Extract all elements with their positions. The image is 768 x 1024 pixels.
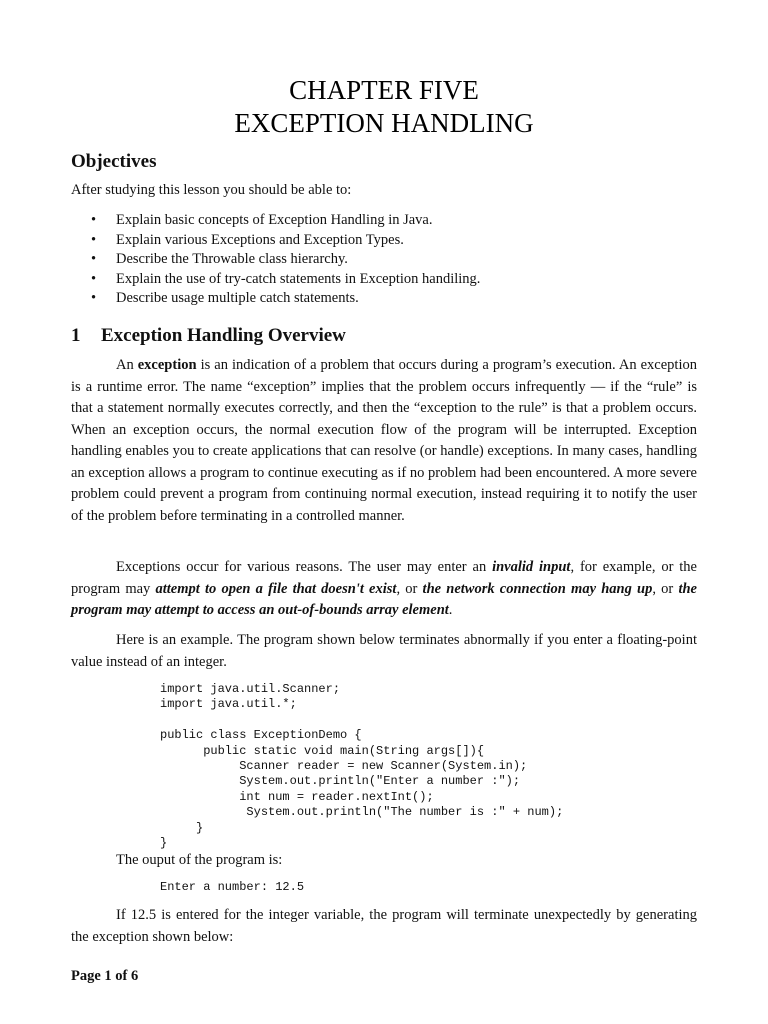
list-item — [71, 270, 480, 290]
list-item — [71, 289, 480, 309]
list-item — [71, 250, 480, 270]
code-line: public static void main(String args[]){ — [160, 743, 485, 758]
code-line: System.out.println("The number is :" + num); — [160, 805, 564, 820]
bullet-icon: • — [91, 290, 97, 306]
chapter-title — [0, 74, 768, 140]
code-block — [160, 682, 563, 851]
section-heading — [71, 325, 346, 347]
list-item-text: Explain various Exceptions and Exception Types. — [116, 231, 404, 248]
list-item-text: Describe usage multiple catch statements. — [116, 290, 359, 306]
list-item-text: Explain basic concepts of Exception Handling in Java. — [116, 212, 433, 228]
emphasis-out-of-bounds: the program may attempt to access an out-of-bounds array element — [71, 580, 697, 618]
paragraph-exception-result: If 12.5 is entered for the integer variable, the program will terminate unexpectedly by generating the exception shown below: — [71, 907, 697, 945]
output-label: The ouput of the program is: — [116, 852, 283, 868]
term-exception: exception — [137, 357, 197, 373]
section-title: Exception Handling Overview — [101, 325, 346, 346]
objectives-list — [71, 211, 480, 309]
bullet-icon: • — [91, 231, 97, 248]
emphasis-missing-file: attempt to open a file that doesn't exist — [155, 580, 397, 597]
code-line: } — [160, 836, 168, 851]
list-item — [71, 231, 480, 251]
objectives-heading: Objectives — [71, 151, 157, 172]
paragraph-exception-definition: An exception is an indication of a problem that occurs during a program’s execution. An exception is a runtime error. The name “exception” implies that the problem occurs infrequently — if the “rule” is that a statement normally executes correctly, and then the “exception to the rule” is that a problem occurs. When an exception occurs, the normal execution flow of the program will be interrupted. Exception handling enables you to create applications that can resolve (or handle) exceptions. In many cases, handling an exception allows a program to continue executing as if no problem had been encountered. A more severe problem could prevent a program from continuing normal execution, instead requiring it to notify the user of the problem before terminating in a controlled manner. — [71, 357, 697, 524]
list-item-text: Explain the use of try-catch statements in Exception handiling. — [116, 270, 481, 287]
code-line: int num = reader.nextInt(); — [160, 789, 434, 804]
code-line: System.out.println("Enter a number :"); — [160, 774, 521, 789]
code-line: public class ExceptionDemo { — [160, 728, 362, 743]
output-code: Enter a number: 12.5 — [160, 880, 305, 894]
list-item-text: Describe the Throwable class hierarchy. — [116, 251, 348, 267]
code-line — [160, 713, 563, 728]
list-item — [71, 211, 480, 231]
chapter-number: CHAPTER FIVE — [289, 75, 479, 105]
bullet-icon: • — [91, 212, 97, 228]
code-line: import java.util.*; — [160, 697, 297, 712]
paragraph-exception-reasons: Exceptions occur for various reasons. The user may enter an invalid input, for example, or the program may attempt to open a file that doesn't exist, or the network connection may hang up, or the program may attempt to access an out-of-bounds array element. — [71, 559, 697, 618]
bullet-icon: • — [91, 251, 97, 267]
section-number: 1 — [71, 325, 81, 346]
emphasis-invalid-input: invalid input — [492, 559, 571, 575]
code-line: import java.util.Scanner; — [160, 682, 341, 696]
emphasis-network-hang: the network connection may hang up — [422, 580, 653, 597]
code-line: Scanner reader = new Scanner(System.in); — [160, 759, 528, 774]
bullet-icon: • — [91, 270, 97, 287]
chapter-name: EXCEPTION HANDLING — [234, 108, 534, 138]
code-line: } — [160, 820, 204, 835]
paragraph-example-intro: Here is an example. The program shown below terminates abnormally if you enter a floating-point value instead of an integer. — [71, 632, 697, 670]
objectives-intro: After studying this lesson you should be able to: — [71, 182, 352, 198]
page-footer: Page 1 of 6 — [71, 968, 139, 984]
